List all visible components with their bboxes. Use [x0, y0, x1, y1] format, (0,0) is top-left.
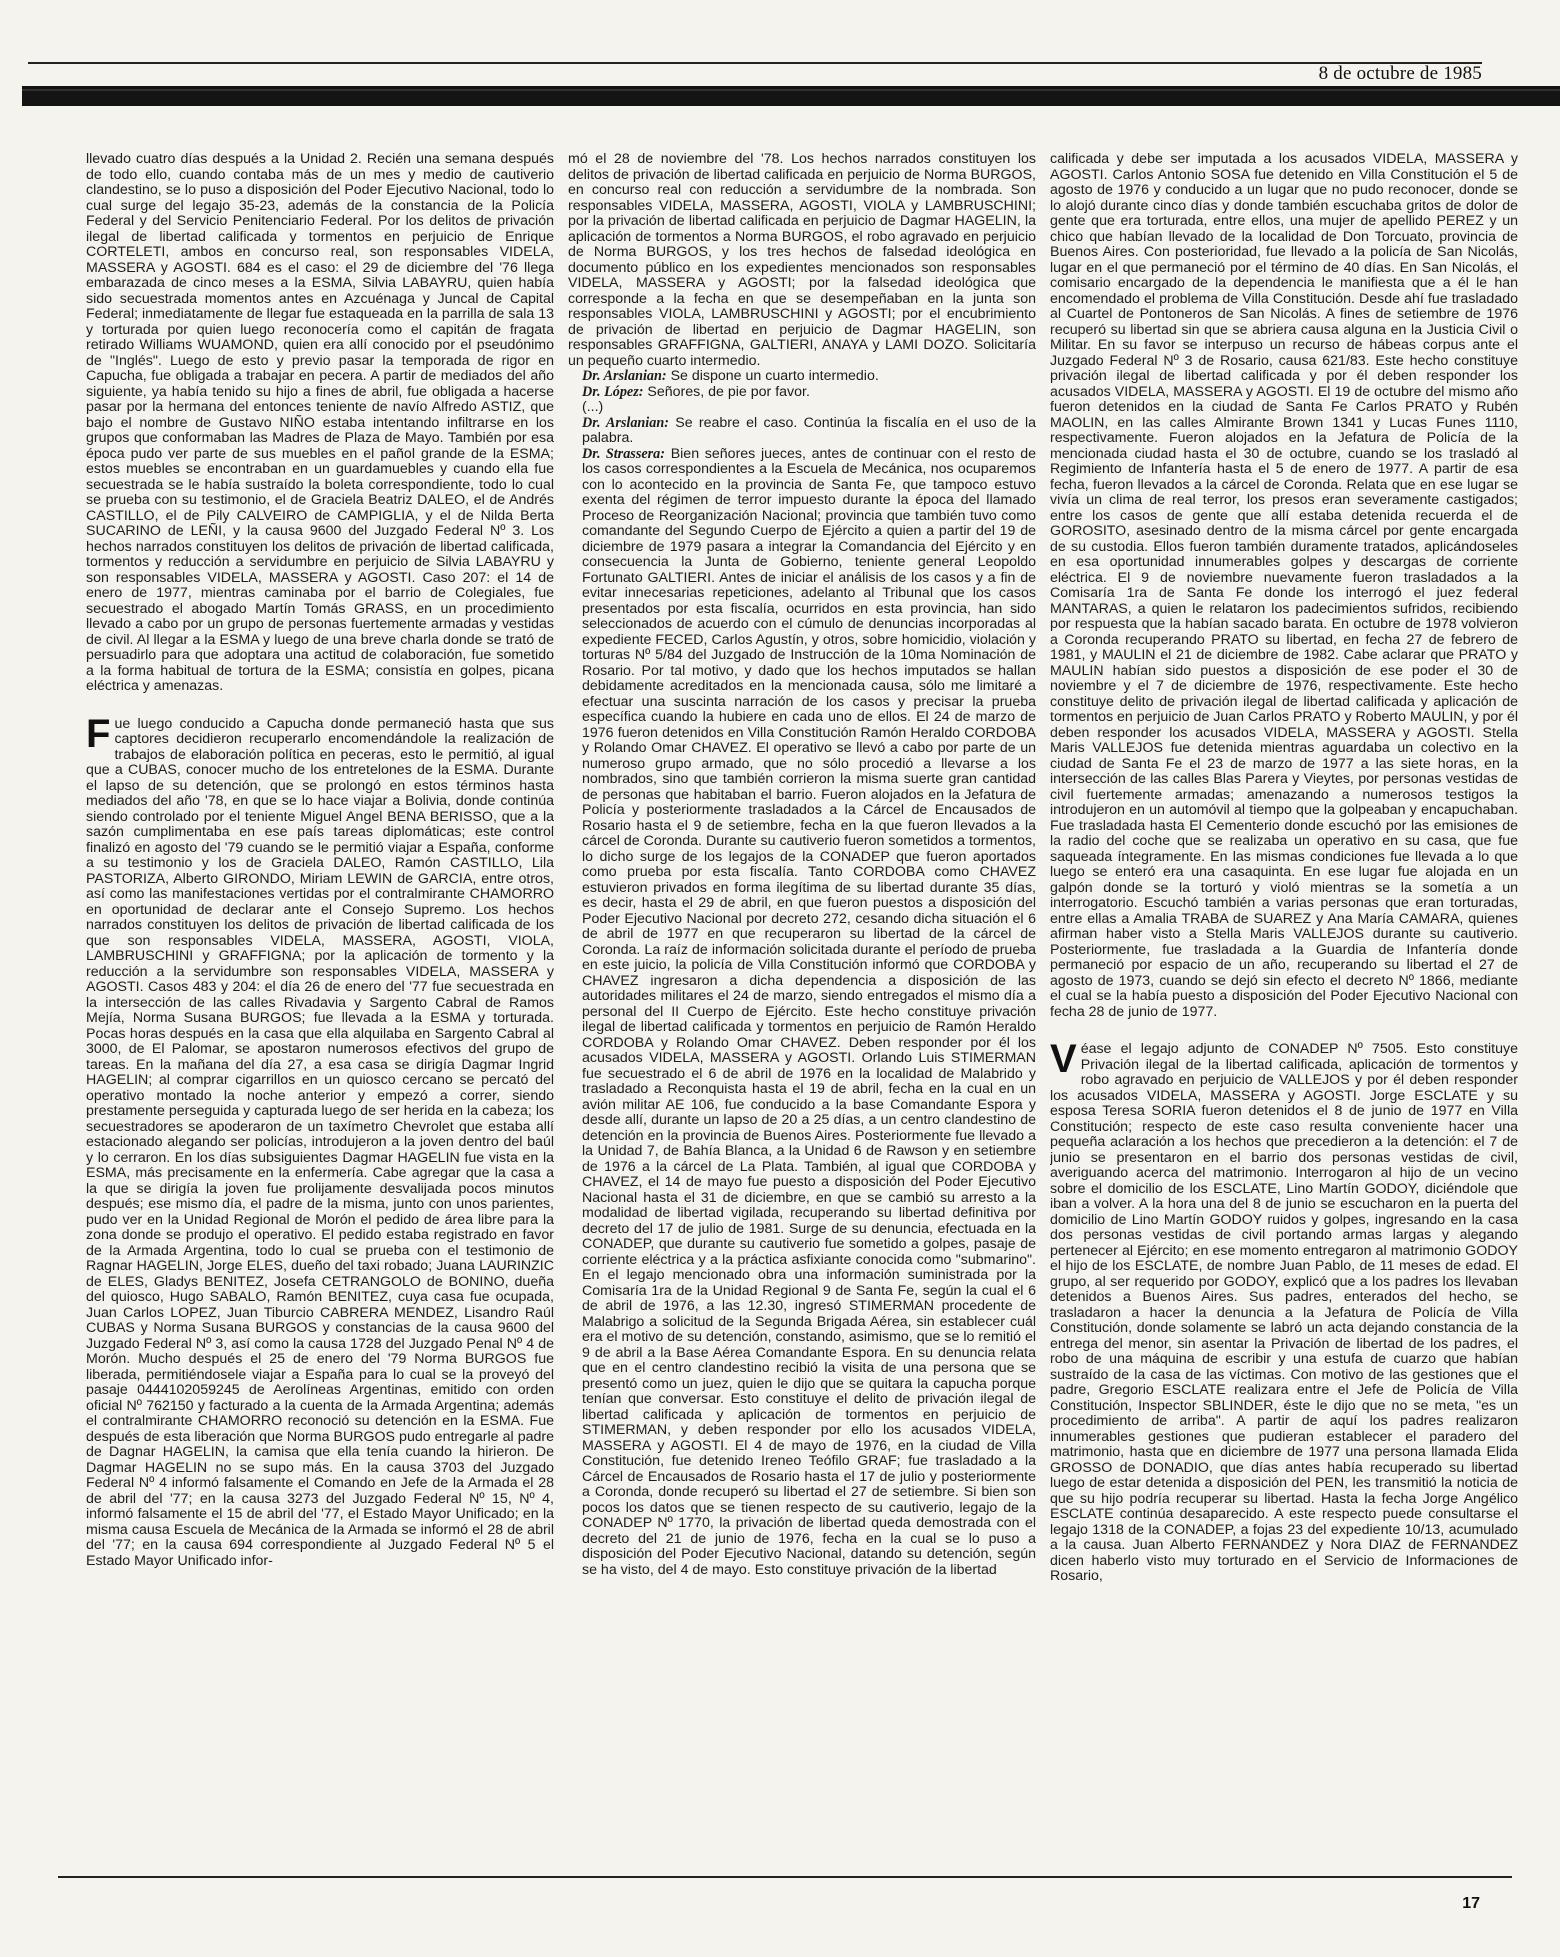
speech-text: Se reabre el caso. Continúa la fiscalía en el uso de la palabra. [582, 414, 1036, 446]
dialogue-line [568, 447, 1036, 1579]
paragraph: mó el 28 de noviembre del '78. Los hechos narrados constituyen los delitos de privación de libertad calificada en perjuicio de Norma BURGOS, en concurso real con reducción a servidumbre de la nombrada. Son responsables VIDELA, MASSERA, AGOSTI, VIOLA y LAMBRUSCHINI; por la privación de libertad calificada en perjuicio de Dagmar HAGELIN, la aplicación de tormentos a Norma BURGOS, el robo agravado en perjuicio de Norma BURGOS, y los tres hechos de falsedad ideológica en documento público en los expedientes mencionados son responsables VIDELA, MASSERA y AGOSTI; por la falsedad ideológica que corresponde a la fecha en que se desempeñaban en la junta son responsables VIOLA, LAMBRUSCHINI y AGOSTI; por el encubrimiento de privación de libertad en perjuicio de Dagmar HAGELIN, son responsables GRAFFIGNA, GALTIERI, ANAYA y LAMI DOZO. Solicitaría un pequeño cuarto intermedio. [568, 152, 1036, 369]
article-body [86, 152, 1520, 1852]
issue-date: 8 de octubre de 1985 [1318, 63, 1482, 84]
paragraph-text: éase el legajo adjunto de CONADEP Nº 7505. Esto constituye Privación ilegal de la libertad calificada, aplicación de tormentos y robo agravado en perjuicio de VALLEJOS y por él deben responder los acusados VIDELA, MASSERA y AGOSTI. Jorge ESCLATE y su esposa Teresa SORIA fueron detenidos el 8 de junio de 1977 en Villa Constitución; respecto de este caso resulta conveniente hacer una pequeña aclaración a los hechos que precedieron a la detención: el 7 de junio se presentaron en el barrio dos personas vestidas de civil, averiguando acerca del matrimonio. Interrogaron al hijo de un vecino sobre el domicilio de los ESCLATE, Lino Martín GODOY, diciéndole que iban a volver. A la hora una del 8 de junio se escucharon en la puerta del domicilio de Lino Martín GODOY ruidos y golpes, ingresando en la casa dos personas vestidas de civil portando armas largas y alegando pertenecer al Ejército; en ese momento entregaron al matrimonio GODOY el hijo de los ESCLATE, de nombre Juan Pablo, de 11 meses de edad. El grupo, al ser requerido por GODOY, explicó que a los padres los llevaban detenidos a Buenos Aires. Sus padres, enterados del hecho, se trasladaron a hacer la denuncia a la Jefatura de Policía de Villa Constitución, donde solamente se labró un acta dejando constancia de la entrega del menor, sin asentar la Privación de libertad de los padres, el robo de una máquina de escribir y una estufa de cuarzo que habían sustraído de la casa de las víctimas. Con motivo de las gestiones que el padre, Gregorio ESCLATE realizara entre el Jefe de Policía de Villa Constitución, Inspector SBLINDER, éste le dijo que no se meta, "es un procedimiento de arriba". A partir de aquí los padres realizaron innumerables gestiones que pudieran establecer el paradero del matrimonio, hasta que en diciembre de 1977 una persona llamada Elida GROSSO de DONADIO, que días antes había recuperado su libertad luego de estar detenida a disposición del PEN, les transmitió la noticia de que su hijo podría recuperar su libertad. Hasta la fecha Jorge Angélico ESCLATE continúa desaparecido. A este respecto puede consultarse el legajo 1318 de la CONADEP, a fojas 23 del expediente 10/13, acumulado a la causa. Juan Alberto FERNANDEZ y Nora DIAZ de FERNANDEZ dicen haberlo visto muy torturado en el Servicio de Informaciones de Rosario, [1050, 1041, 1518, 1584]
paragraph: llevado cuatro días después a la Unidad 2. Recién una semana después de todo ello, cuando contaba más de un mes y medio de cautiverio clandestino, se lo puso a disposición del Poder Ejecutivo Nacional, todo lo cual surge del legajo 35-23, además de la constancia de la Policía Federal y del Servicio Penitenciario Federal. Por los delitos de privación ilegal de libertad calificada y tormentos en perjuicio de Enrique CORTELETI, ambos en concurso real, son responsables VIDELA, MASSERA y AGOSTI. 684 es el caso: el 29 de diciembre del '76 llega embarazada de cinco meses a la ESMA, Silvia LABAYRU, quien había sido secuestrada momentos antes en Azcuénaga y Juncal de Capital Federal; inmediatamente de llegar fue estaqueada en la parrilla de sala 13 y torturada por quien luego reconocería como el capitán de fragata retirado Williams WUAMOND, quien era allí conocido por el pseudónimo de "Inglés". Luego de esto y previo pasar la temporada de rigor en Capucha, fue obligada a trabajar en pecera. A partir de mediados del año siguiente, ya había tenido su hijo a fines de abril, fue obligada a hacerse pasar por la hermana del entonces teniente de navío Alfredo ASTIZ, que bajo el nombre de Gustavo NIÑO estaba intentando infiltrarse en los grupos que conformaban las Madres de Plaza de Mayo. También por esa época pudo ver parte de sus muebles en el pañol grande de la ESMA; estos muebles se encontraban en un guardamuebles y cuando ella fue secuestrada se le había sustraído la boleta correspondiente, todo lo cual se prueba con su testimonio, el de Graciela Beatriz DALEO, el de Andrés CASTILLO, el de Pily CALVEIRO de CAMPIGLIA, y el de Nilda Berta SUCARINO de LEÑI, y la causa 9600 del Juzgado Federal Nº 3. Los hechos narrados constituyen los delitos de privación de libertad calificada, tormentos y reducción a servidumbre en perjuicio de Silvia LABAYRU y son responsables VIDELA, MASSERA y AGOSTI. Caso 207: el 14 de enero de 1977, mientras caminaba por el barrio de Colegiales, fue secuestrado el abogado Martín Tomás GRASS, en un procedimiento llevado a cabo por un grupo de personas fuertemente armadas y vestidas de civil. Al llegar a la ESMA y luego de una breve charla donde se trató de persuadirlo para que adoptara una actitud de colaboración, fue sometido a la forma habitual de tortura de la ESMA; consistía en golpes, picana eléctrica y amenazas. [86, 152, 554, 694]
header-rule [28, 62, 1482, 64]
dialogue-line [568, 416, 1036, 447]
paragraph-dropcap [86, 711, 554, 1570]
page-number: 17 [1462, 1895, 1480, 1912]
speaker-name: Dr. Arslanian: [582, 368, 667, 384]
drop-cap: F [86, 711, 111, 756]
footer-rule [58, 1876, 1512, 1878]
column-3 [1050, 152, 1518, 1852]
paragraph-gap [1050, 1020, 1518, 1042]
paragraph: calificada y debe ser imputada a los acusados VIDELA, MASSERA y AGOSTI. Carlos Antonio SOSA fue detenido en Villa Constitución el 5 de agosto de 1976 y conducido a un lugar que no pudo reconocer, donde se lo alojó durante cinco días y donde también escuchaba gritos de dolor de gente que era torturada, entre ellos, una mujer de apellido PEREZ y un chico que habían llevado de la localidad de Don Torcuato, provincia de Buenos Aires. Con posterioridad, fue llevado a la policía de San Nicolás, lugar en el que permaneció por el término de 40 días. En San Nicolás, el comisario encargado de la dependencia le manifiesta que a él le han encomendado el problema de Villa Constitución. Desde ahí fue trasladado al Cuartel de Pontoneros de San Nicolás. A fines de setiembre de 1976 recuperó su libertad sin que se abriera causa alguna en la Justicia Civil o Militar. En su favor se interpuso un recurso de hábeas corpus ante el Juzgado Federal Nº 3 de Rosario, causa 621/83. Este hecho constituye privación ilegal de libertad calificada y por él deben responder los acusados VIDELA, MASSERA y AGOSTI. El 19 de octubre del mismo año fueron detenidos en la ciudad de Santa Fe Carlos PRATO y Rubén MAOLIN, en las calles Almirante Brown 1341 y Lucas Funes 1110, respectivamente. Fueron alojados en la Jefatura de Policía de la mencionada ciudad hasta el 30 de octubre, cuando se los trasladó al Regimiento de Infantería hasta el 5 de enero de 1977. A partir de esa fecha, fueron llevados a la cárcel de Coronda. Relata que en ese lugar se vivía un clima de real terror, los presos eran severamente castigados; entre los casos de gente que allí estaba detenida recuerda el de GOROSITO, asesinado dentro de la misma cárcel por gente encargada de su custodia. Ellos fueron también duramente tratados, aplicándoseles en esa oportunidad innumerables golpes y descargas de corriente eléctrica. El 9 de noviembre nuevamente fueron trasladados a la Comisaría 1ra de Santa Fe donde los interrogó el juez federal MANTARAS, a quien le relataron los padecimientos sufridos, recibiendo por respuesta que la habían sacado barata. En octubre de 1978 volvieron a Coronda recuperando PRATO su libertad, en fecha 27 de febrero de 1981, y MAULIN el 21 de diciembre de 1982. Cabe aclarar que PRATO y MAULIN habían sido puestos a disposición de ese poder el 30 de noviembre y el 7 de diciembre de 1976, respectivamente. Este hecho constituye delito de privación ilegal de libertad calificada y aplicación de tormentos en perjuicio de Juan Carlos PRATO y Roberto MAULIN, y por él deben responder los acusados VIDELA, MASSERA y AGOSTI. Stella Maris VALLEJOS fue detenida mientras aguardaba un colectivo en la ciudad de Santa Fe el 23 de marzo de 1977 a las siete horas, en la intersección de las calles Blas Parera y Vieytes, por personas vestidas de civil fuertemente armadas; amenazando a numerosos testigos la introdujeron en un automóvil al tiempo que la golpeaban y encapuchaban. Fue trasladada hasta El Cementerio donde escuchó por las emisiones de la radio del coche que se realizaba un operativo en su casa, que fue saqueada íntegramente. En las mismas condiciones fue llevada a lo que luego se enteró era una casaquinta. En ese lugar fue alojada en un galpón donde se la torturó y violó mientras se la sometía a un interrogatorio. Escuchó también a varias personas que eran torturadas, entre ellas a Amalia TRABA de SUAREZ y Ana María CAMARA, quienes afirman haber visto a Stella Maris VALLEJOS durante su cautiverio. Posteriormente, fue trasladada a la Guardia de Infantería donde permaneció por espacio de un año, recuperando su libertad el 27 de agosto de 1973, cuando se dejó sin efecto el decreto Nº 1866, mediante el cual se la había puesto a disposición del Poder Ejecutivo Nacional con fecha 28 de junio de 1977. [1050, 152, 1518, 1020]
paragraph-dropcap [1050, 1037, 1518, 1585]
dialogue-line [568, 385, 1036, 401]
drop-cap: V [1050, 1037, 1077, 1081]
column-1 [86, 152, 554, 1852]
speech-text: Se dispone un cuarto intermedio. [666, 368, 879, 384]
paragraph-gap [86, 695, 554, 717]
speaker-name: Dr. López: [582, 383, 644, 400]
header-band [22, 86, 1560, 106]
speaker-name: Dr. Strassera: [582, 445, 665, 462]
column-2 [568, 152, 1036, 1852]
paragraph-text: ue luego conducido a Capucha donde permaneció hasta que sus captores decidieron recuperarlo encomendándole la realización de trabajos de elaboración política en peceras, esto le permitió, al igual que a CUBAS, conocer mucho de los entretelones de la ESMA. Durante el lapso de su detención, que se prolongó en estos términos hasta mediados del año '78, en que se lo hace viajar a Bolivia, donde continúa siendo controlado por el teniente Miguel Angel BENA BERISSO, que a la sazón cumplimentaba en ese país tareas diplomáticas; este control finalizó en agosto del '79 cuando se le permitió viajar a España, conforme a su testimonio y los de Graciela DALEO, Ramón CASTILLO, Lila PASTORIZA, Alberto GIRONDO, Miriam LEWIN de GARCIA, entre otros, así como las manifestaciones vertidas por el contralmirante CHAMORRO en oportunidad de declarar ante el Consejo Supremo. Los hechos narrados constituyen los delitos de privación de libertad calificada de los que son responsables VIDELA, MASSERA, AGOSTI, VIOLA, LAMBRUSCHINI y GRAFFIGNA; por la aplicación de tormento y la reducción a la servidumbre son responsables VIDELA, MASSERA y AGOSTI. Casos 483 y 204: el día 26 de enero del '77 fue secuestrada en la intersección de las calles Rivadavia y Sargento Cabral de Ramos Mejía, Norma Susana BURGOS; fue llevada a la ESMA y torturada. Pocas horas después en la casa que ella alquilaba en Sargento Cabral al 3000, de El Palomar, se apostaron numerosos efectivos del grupo de tareas. En la mañana del día 27, a esa casa se dirigía Dagmar Ingrid HAGELIN; al comprar cigarrillos en un quiosco cercano se percató del operativo montado la noche anterior y empezó a correr, siendo prestamente perseguida y capturada luego de ser herida en la cabeza; los secuestradores se apoderaron de un taxímetro Chevrolet que estaba allí estacionado alegando ser policías, introdujeron a la joven dentro del baúl y lo cerraron. En los días subsiguientes Dagmar HAGELIN fue vista en la ESMA, más precisamente en la enfermería. Cabe agregar que la casa a la que se dirigía la joven fue prolijamente desvalijada pocos minutos después; ese mismo día, el padre de la misma, junto con unos parientes, pudo ver en la Unidad Regional de Morón el pedido de área libre para la zona donde se produjo el operativo. El pedido estaba registrado en favor de la Armada Argentina, todo lo cual se prueba con el testimonio de Ragnar HAGELIN, Jorge ELES, dueño del taxi robado; Juana LAURINZIC de ELES, Gladys BENITEZ, Josefa CETRANGOLO de BONINO, dueña del quiosco, Hugo SABALO, Ramón BENITEZ, cuya casa fue ocupada, Juan Carlos LOPEZ, Juan Tiburcio CABRERA MENDEZ, Lisandro Raúl CUBAS y Norma Susana BURGOS y constancias de la causa 9600 del Juzgado Federal Nº 3, así como la causa 1728 del Juzgado Penal Nº 4 de Morón. Mucho después el 25 de enero del '79 Norma BURGOS fue liberada, permitiéndosele viajar a España para lo cual se la proveyó del pasaje 0444102059245 de Aerolíneas Argentinas, emitido con orden oficial Nº 762150 y facturado a la cuenta de la Armada Argentina; además el contralmirante CHAMORRO reconoció su detención en la ESMA. Fue después de esta liberación que Norma BURGOS pudo entregarle al padre de Dagnar HAGELIN, la camisa que ella tenía cuando la hirieron. De Dagmar HAGELIN no se supo más. En la causa 3703 del Juzgado Federal Nº 4 informó falsamente el Comando en Jefe de la Armada el 28 de abril del '77; en la causa 3273 del Juzgado Federal Nº 15, Nº 4, informó falsamente el 15 de abril del '77, el Estado Mayor Unificado; en la misma causa Escuela de Mecánica de la Armada se informó el 28 de abril del '77; en la causa 694 correspondiente al Juzgado Federal Nº 5 el Estado Mayor Unificado infor- [86, 715, 554, 1569]
speech-text: Bien señores jueces, antes de continuar con el resto de los casos correspondientes a la Escuela de Mecánica, nos ocuparemos con lo acontecido en la provincia de Santa Fe, que tampoco estuvo exenta del régimen de terror impuesto durante la época del llamado Proceso de Reorganización Nacional; provincia que también tuvo como comandante del Segundo Cuerpo de Ejército a quien a partir del 19 de diciembre de 1979 pasara a integrar la Comandancia del Ejército y en consecuencia la Junta de Gobierno, teniente general Leopoldo Fortunato GALTIERI. Antes de iniciar el análisis de los casos y a fin de evitar innecesarias repeticiones, adelanto al Tribunal que los casos presentados por esta fiscalía, ocurridos en esta provincia, han sido seleccionados de acuerdo con el cúmulo de denuncias incorporadas al expediente FECED, Carlos Agustín, y otros, sobre homicidio, violación y torturas Nº 5/84 del Juzgado de Instrucción de la 10ma Nominación de Rosario. Por tal motivo, y dado que los hechos imputados se hallan debidamente acreditados en la mencionada causa, sólo me limitaré a efectuar una suscinta narración de los casos y precisar la prueba específica cuando la hubiere en cada uno de ellos. El 24 de marzo de 1976 fueron detenidos en Villa Constitución Ramón Heraldo CORDOBA y Rolando Omar CHAVEZ. El operativo se llevó a cabo por parte de un numeroso grupo armado, que no sólo procedió a llevarse a los nombrados, sino que también corrieron la misma suerte gran cantidad de personas que habitaban el barrio. Fueron alojados en la Jefatura de Policía y posteriormente trasladados a la Cárcel de Encausados de Rosario hasta el 9 de setiembre, fecha en la que fueron llevados a la cárcel de Coronda. Durante su cautiverio fueron sometidos a tormentos, lo dicho surge de los legajos de la CONADEP que fueron aportados como prueba por esta fiscalía. Tanto CORDOBA como CHAVEZ estuvieron privados en forma ilegítima de su libertad durante 35 días, es decir, hasta el 29 de abril, en que fueron puestos a disposición del Poder Ejecutivo Nacional por decreto 272, cesando dicha situación el 6 de abril de 1977 en que recuperaron su libertad de la cárcel de Coronda. La raíz de información solicitada durante el período de prueba en este juicio, la policía de Villa Constitución informó que CORDOBA y CHAVEZ ingresaron a dicha dependencia a disposición de las autoridades militares el 24 de marzo, siendo entregados el mismo día a personal del II Cuerpo de Ejército. Este hecho constituye privación ilegal de libertad calificada y tormentos en perjuicio de Ramón Heraldo CORDOBA y Rolando Omar CHAVEZ. Deben responder por él los acusados VIDELA, MASSERA y AGOSTI. Orlando Luis STIMERMAN fue secuestrado el 6 de abril de 1976 en la localidad de Malabrido y trasladado a Reconquista hasta el 19 de abril, fecha en la cual en un avión militar AE 106, fue conducido a la base Comandante Espora y desde allí, durante un lapso de 20 a 25 días, a un centro clandestino de detención en la provincia de Buenos Aires. Posteriormente fue llevado a la Unidad 7, de Bahía Blanca, a la Unidad 6 de Rawson y en setiembre de 1976 a la cárcel de La Plata. También, al igual que CORDOBA y CHAVEZ, el 14 de mayo fue puesto a disposición del Poder Ejecutivo Nacional hasta el 31 de diciembre, en que se cambió su arresto a la modalidad de libertad vigilada, recuperando su libertad definitiva por decreto del 17 de julio de 1981. Surge de su denuncia, efectuada en la CONADEP, que durante su cautiverio fue sometido a golpes, pasaje de corriente eléctrica y a la práctica asfixiante conocida como "submarino". En el legajo mencionado obra una información suministrada por la Comisaría 1ra de la Unidad Regional 9 de Santa Fe, según la cual el 6 de abril de 1976, a las 12.30, ingresó STIMERMAN procedente de Malabrigo a solicitud de la Segunda Brigada Aérea, sin establecer cuál era el motivo de su detención, constando, asimismo, que se lo remitió el 9 de abril a la Base Aérea Comandante Espora. En su denuncia relata que en el centro clandestino recibió la visita de una persona que se presentó como un juez, quien le dijo que se quitara la capucha porque tenían que conversar. Esto constituye el delito de privación ilegal de libertad calificada y aplicación de tormentos en perjuicio de STIMERMAN, y deben responder por ello los acusados VIDELA, MASSERA y AGOSTI. El 4 de mayo de 1976, en la ciudad de Villa Constitución, fue detenido Ireneo Teófilo GRAF; fue trasladado a la Cárcel de Encausados de Rosario hasta el 17 de julio y posteriormente a Coronda, donde recuperó su libertad el 27 de setiembre. Si bien son pocos los datos que se tienen respecto de su cautiverio, legajo de la CONADEP Nº 1770, la privación de libertad queda demostrada con el decreto del 21 de junio de 1976, fecha en la cual se lo puso a disposición del Poder Ejecutivo Nacional, datando su detención, según se ha visto, del 4 de mayo. Esto constituye privación de la libertad [582, 445, 1036, 1578]
speech-text: Señores, de pie por favor. [643, 383, 810, 400]
dialogue-line [568, 369, 1036, 385]
ellipsis-line: (...) [582, 399, 604, 415]
speaker-name: Dr. Arslanian: [582, 414, 669, 431]
